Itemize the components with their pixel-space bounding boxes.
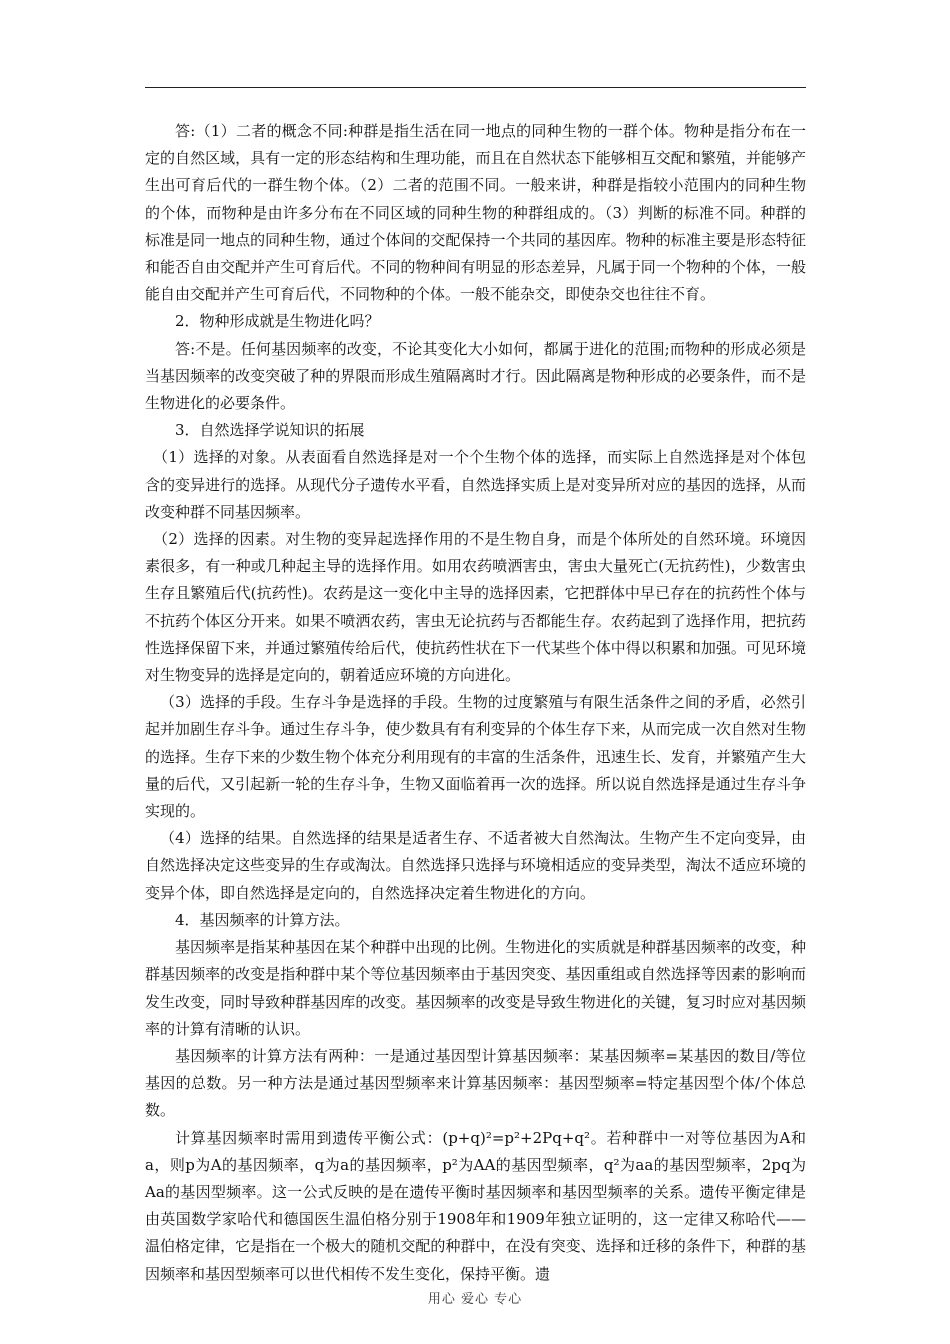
heading-3: 3．自然选择学说知识的拓展 bbox=[175, 421, 365, 440]
paragraph-hardy-weinberg: 计算基因频率时需用到遗传平衡公式：(p+q)²=p²+2Pq+q²。若种群中一对等位基因为A和a，则p为A的基因频率，q为a的基因频率，p²为AA的基因型频率，q²为aa的基因型频率，2pq为Aa的基因型频率。这一公式反映的是在遗传平衡时基因频率和基因型频率的关系。遗传平衡定律是由英国数学家哈代和德国医生温伯格分别于1908年和1909年独立证明的，这一定律又称哈代——温伯格定律，它是指在一个极大的随机交配的种群中，在没有突变、选择和迁移的条件下，种群的基因频率和基因型频率可以世代相传不发生变化，保持平衡。遗 bbox=[145, 1128, 806, 1283]
paragraph-calculation-methods: 基因频率的计算方法有两种：一是通过基因型计算基因频率：某基因频率=某基因的数目/等位基因的总数。另一种方法是通过基因型频率来计算基因频率：基因型频率=特定基因型个体/个体总数。 bbox=[145, 1046, 806, 1120]
question-2: 2．物种形成就是生物进化吗？ bbox=[175, 312, 380, 331]
paragraph-selection-factor: （2）选择的因素。对生物的变异起选择作用的不是生物自身，而是个体所处的自然环境。环境因素很多，有一种或几种起主导的选择作用。如用农药喷洒害虫，害虫大量死亡(无抗药性)，少数害虫生存且繁殖后代(抗药性)。农药是这一变化中主导的选择因素，它把群体中早已存在的抗药性个体与不抗药个体区分开来。如果不喷洒农药，害虫无论抗药与否都能生存。农药起到了选择作用，把抗药性选择保留下来，并通过繁殖传给后代，使抗药性状在下一代某些个体中得以积累和加强。可见环境对生物变异的选择是定向的，朝着适应环境的方向进化。 bbox=[145, 530, 806, 685]
paragraph-selection-means: （3）选择的手段。生存斗争是选择的手段。生物的过度繁殖与有限生活条件之间的矛盾，必然引起并加剧生存斗争。通过生存斗争，使少数具有有利变异的个体生存下来，从而完成一次自然对生物的选择。生存下来的少数生物个体充分利用现有的丰富的生活条件，迅速生长、发育，并繁殖产生大量的后代，又引起新一轮的生存斗争，生物又面临着再一次的选择。所以说自然选择是通过生存斗争实现的。 bbox=[145, 693, 806, 821]
paragraph-selection-result: （4）选择的结果。自然选择的结果是适者生存、不适者被大自然淘汰。生物产生不定向变异，由自然选择决定这些变异的生存或淘汰。自然选择只选择与环境相适应的变异类型，淘汰不适应环境的变异个体，即自然选择是定向的，自然选择决定着生物进化的方向。 bbox=[145, 829, 806, 902]
heading-4: 4．基因频率的计算方法。 bbox=[175, 910, 350, 929]
header-rule bbox=[145, 87, 806, 88]
paragraph-answer-1: 答:（1）二者的概念不同:种群是指生活在同一地点的同种生物的一群个体。物种是指分布在一定的自然区域，具有一定的形态结构和生理功能，而且在自然状态下能够相互交配和繁殖，并能够产生出可育后代的一群生物个体。（2）二者的范围不同。一般来讲，种群是指较小范围内的同种生物的个体，而物种是由许多分布在不同区域的同种生物的种群组成的。（3）判断的标准不同。种群的标准是同一地点的同种生物，通过个体间的交配保持一个共同的基因库。物种的标准主要是形态特征和能否自由交配并产生可育后代。不同的物种间有明显的形态差异，凡属于同一个物种的个体，一般能自由交配并产生可育后代，不同物种的个体。一般不能杂交，即使杂交也往往不育。 bbox=[145, 122, 806, 304]
paragraph-answer-2: 答:不是。任何基因频率的改变，不论其变化大小如何，都属于进化的范围;而物种的形成必须是当基因频率的改变突破了种的界限而形成生殖隔离时才行。因此隔离是物种形成的必要条件，而不是生物进化的必要条件。 bbox=[145, 339, 806, 413]
paragraph-selection-object: （1）选择的对象。从表面看自然选择是对一个个生物个体的选择，而实际上自然选择是对个体包含的变异进行的选择。从现代分子遗传水平看，自然选择实质上是对变异所对应的基因的选择，从而改变种群不同基因频率。 bbox=[145, 448, 806, 521]
document-body bbox=[145, 118, 806, 1288]
paragraph-gene-frequency-definition: 基因频率是指某种基因在某个种群中出现的比例。生物进化的实质就是种群基因频率的改变，种群基因频率的改变是指种群中某个等位基因频率由于基因突变、基因重组或自然选择等因素的影响而发生改变，同时导致种群基因库的改变。基因频率的改变是导致生物进化的关键，复习时应对基因频率的计算有清晰的认识。 bbox=[145, 938, 806, 1038]
page-footer: 用心 爱心 专心 bbox=[427, 1292, 523, 1307]
